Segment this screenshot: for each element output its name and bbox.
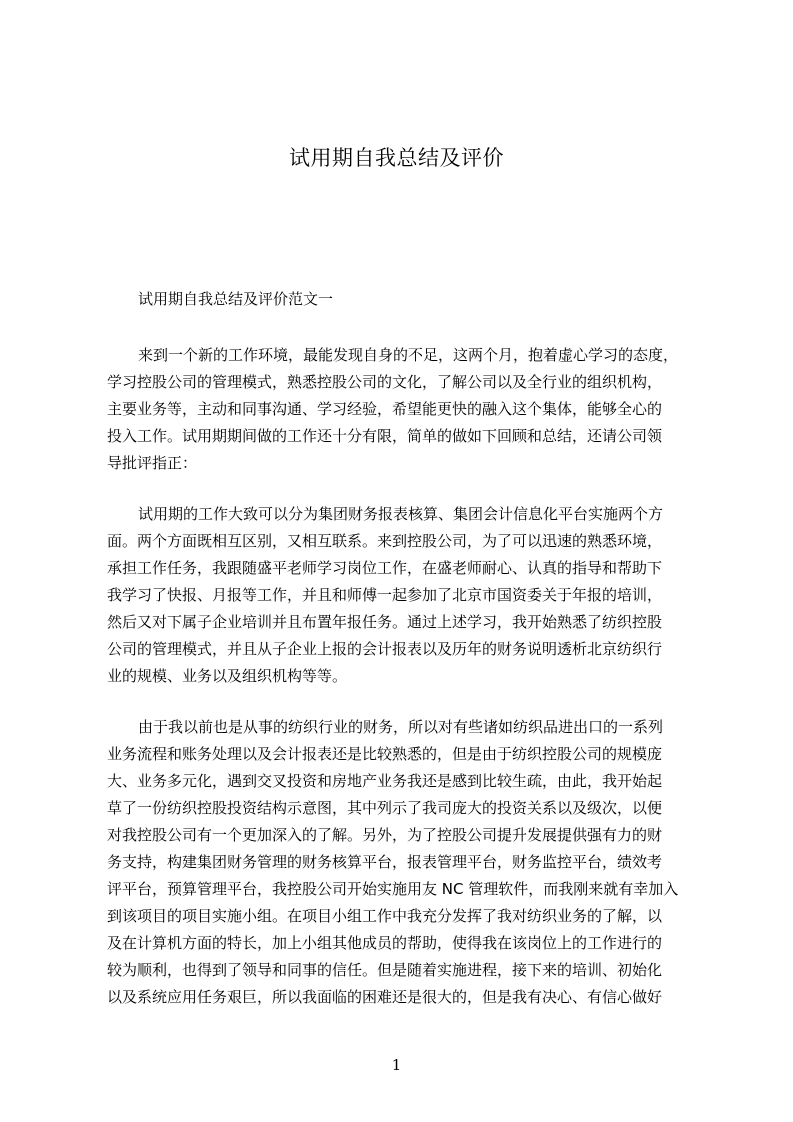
paragraph-line: 承担工作任务，我跟随盛平老师学习岗位工作，在盛老师耐心、认真的指导和帮助下 — [107, 559, 663, 577]
paragraph-line: 面。两个方面既相互区别，又相互联系。来到控股公司，为了可以迅速的熟悉环境， — [107, 532, 663, 550]
paragraph-line: 对我控股公司有一个更加深入的了解。另外，为了控股公司提升发展提供强有力的财 — [107, 826, 663, 844]
paragraph-line: 业务流程和账务处理以及会计报表还是比较熟悉的，但是由于纺织控股公司的规模庞 — [107, 745, 663, 763]
page-number: 1 — [391, 1056, 402, 1074]
section-subtitle: 试用期自我总结及评价范文一 — [138, 290, 334, 308]
paragraph-line: 然后又对下属子企业培训并且布置年报任务。通过上述学习，我开始熟悉了纺织控股 — [107, 613, 663, 631]
paragraph-line: 评平台，预算管理平台，我控股公司开始实施用友 NC 管理软件，而我刚来就有幸加入 — [107, 880, 679, 898]
paragraph-line: 业的规模、业务以及组织机构等等。 — [107, 667, 348, 685]
paragraph-line: 来到一个新的工作环境，最能发现自身的不足，这两个月，抱着虚心学习的态度， — [138, 346, 679, 364]
paragraph-line: 务支持，构建集团财务管理的财务核算平台，报表管理平台，财务监控平台，绩效考 — [107, 853, 663, 871]
paragraph-line: 公司的管理模式，并且从子企业上报的会计报表以及历年的财务说明透析北京纺织行 — [107, 640, 663, 658]
paragraph-line: 大、业务多元化，遇到交叉投资和房地产业务我还是感到比较生疏，由此，我开始起 — [107, 772, 663, 790]
paragraph-line: 草了一份纺织控股投资结构示意图，其中列示了我司庞大的投资关系以及级次，以便 — [107, 799, 663, 817]
paragraph-line: 学习控股公司的管理模式，熟悉控股公司的文化，了解公司以及全行业的组织机构， — [107, 373, 663, 391]
paragraph-line: 主要业务等，主动和同事沟通、学习经验，希望能更快的融入这个集体，能够全心的 — [107, 400, 663, 418]
paragraph-line: 我学习了快报、月报等工作，并且和师傅一起参加了北京市国资委关于年报的培训， — [107, 586, 663, 604]
paragraph-line: 导批评指正： — [107, 454, 198, 472]
paragraph-line: 试用期的工作大致可以分为集团财务报表核算、集团会计信息化平台实施两个方 — [138, 505, 664, 523]
document-title: 试用期自我总结及评价 — [289, 146, 504, 170]
paragraph-line: 到该项目的项目实施小组。在项目小组工作中我充分发挥了我对纺织业务的了解，以 — [107, 907, 663, 925]
paragraph-line: 及在计算机方面的特长，加上小组其他成员的帮助，使得我在该岗位上的工作进行的 — [107, 934, 663, 952]
paragraph-line: 以及系统应用任务艰巨，所以我面临的困难还是很大的，但是我有决心、有信心做好 — [107, 988, 663, 1006]
paragraph-line: 由于我以前也是从事的纺织行业的财务，所以对有些诸如纺织品进出口的一系列 — [138, 718, 664, 736]
paragraph-line: 较为顺利，也得到了领导和同事的信任。但是随着实施进程，接下来的培训、初始化 — [107, 961, 663, 979]
paragraph-line: 投入工作。试用期期间做的工作还十分有限，简单的做如下回顾和总结，还请公司领 — [107, 427, 663, 445]
